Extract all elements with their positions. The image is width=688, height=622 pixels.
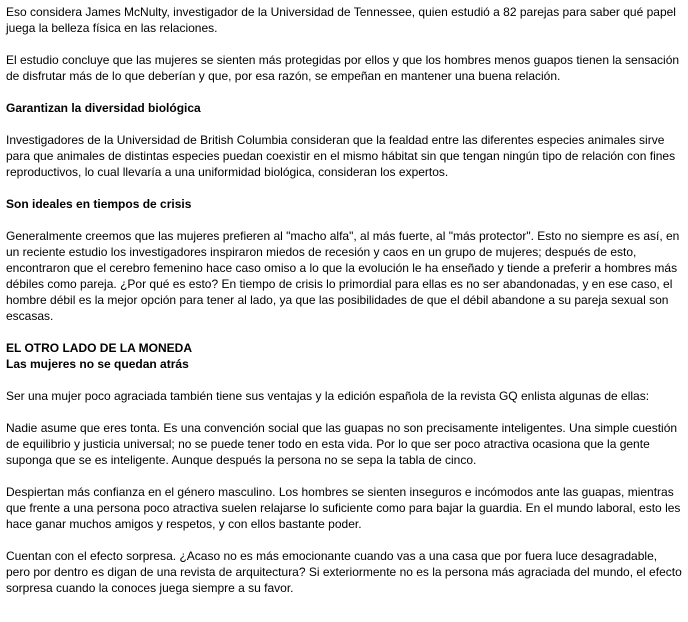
paragraph-macho-alfa: Generalmente creemos que las mujeres prefieren al "macho alfa", al más fuerte, al "más protector". Esto no siempre es así, en un reciente estudio los investigadores inspiraron miedos de recesión y caos en un grupo de mujeres; después de esto, encontraron que el cerebro femenino hace caso omiso a lo que la evolución le ha enseñado y tiende a preferir a hombres más débiles como pareja. ¿Por qué es esto? En tiempo de crisis lo primordial para ellas es no ser abandonadas, y en ese caso, el hombre débil es la mejor opción para tener al lado, ya que las posibilidades de que el débil abandone a su pareja sexual son escasas.: [6, 229, 680, 323]
paragraph-trust: Despiertan más confianza en el género masculino. Los hombres se sienten inseguros e incómodos ante las guapas, mientras que frente a una persona poco atractiva suelen relajarse lo suficiente como para bajar la guardia. En el mundo laboral, esto les hace ganar muchos amigos y respetos, y con ellos bastante poder.: [6, 485, 681, 531]
heading-other-side: [6, 340, 682, 372]
paragraph-not-dumb: Nadie asume que eres tonta. Es una convención social que las guapas no son precisamente inteligentes. Una simple cuestión de equilibrio y justicia universal; no se puede tener todo en esta vida. Por lo que ser poco atractiva ocasiona que la gente suponga que se es inteligente. Aunque después la persona no se sepa la tabla de cinco.: [6, 421, 678, 467]
heading-crisis: Son ideales en tiempos de crisis: [6, 197, 192, 211]
paragraph-gq-intro: Ser una mujer poco agraciada también tiene sus ventajas y la edición española de la revista GQ enlista algunas de ellas:: [6, 389, 650, 403]
paragraph-surprise: Cuentan con el efecto sorpresa. ¿Acaso no es más emocionante cuando vas a una casa que por fuera luce desagradable, pero por dentro es digan de una revista de arquitectura? Si exteriormente no es la persona más agraciada del mundo, el efecto sorpresa cuando la conoces juega siempre a su favor.: [6, 549, 682, 595]
paragraph-study-conclusion: El estudio concluye que las mujeres se sienten más protegidas por ellos y que los hombres menos guapos tienen la sensación de disfrutar más de lo que deberían y que, por esa razón, se empeñan en mantener una buena relación.: [6, 53, 680, 83]
paragraph-mcnulty: Eso considera James McNulty, investigador de la Universidad de Tennessee, quien estudió a 82 parejas para saber qué papel juega la belleza física en las relaciones.: [6, 5, 676, 35]
heading-other-side-line1: EL OTRO LADO DE LA MONEDA: [6, 341, 192, 355]
heading-biodiversity: Garantizan la diversidad biológica: [6, 101, 201, 115]
heading-other-side-line2: Las mujeres no se quedan atrás: [6, 357, 189, 371]
paragraph-british-columbia: Investigadores de la Universidad de British Columbia consideran que la fealdad entre las diferentes especies animales sirve para que animales de distintas especies puedan coexistir en el mismo hábitat sin que tengan ningún tipo de relación con fines reproductivos, lo cual llevaría a una uniformidad biológica, consideran los expertos.: [6, 133, 676, 179]
